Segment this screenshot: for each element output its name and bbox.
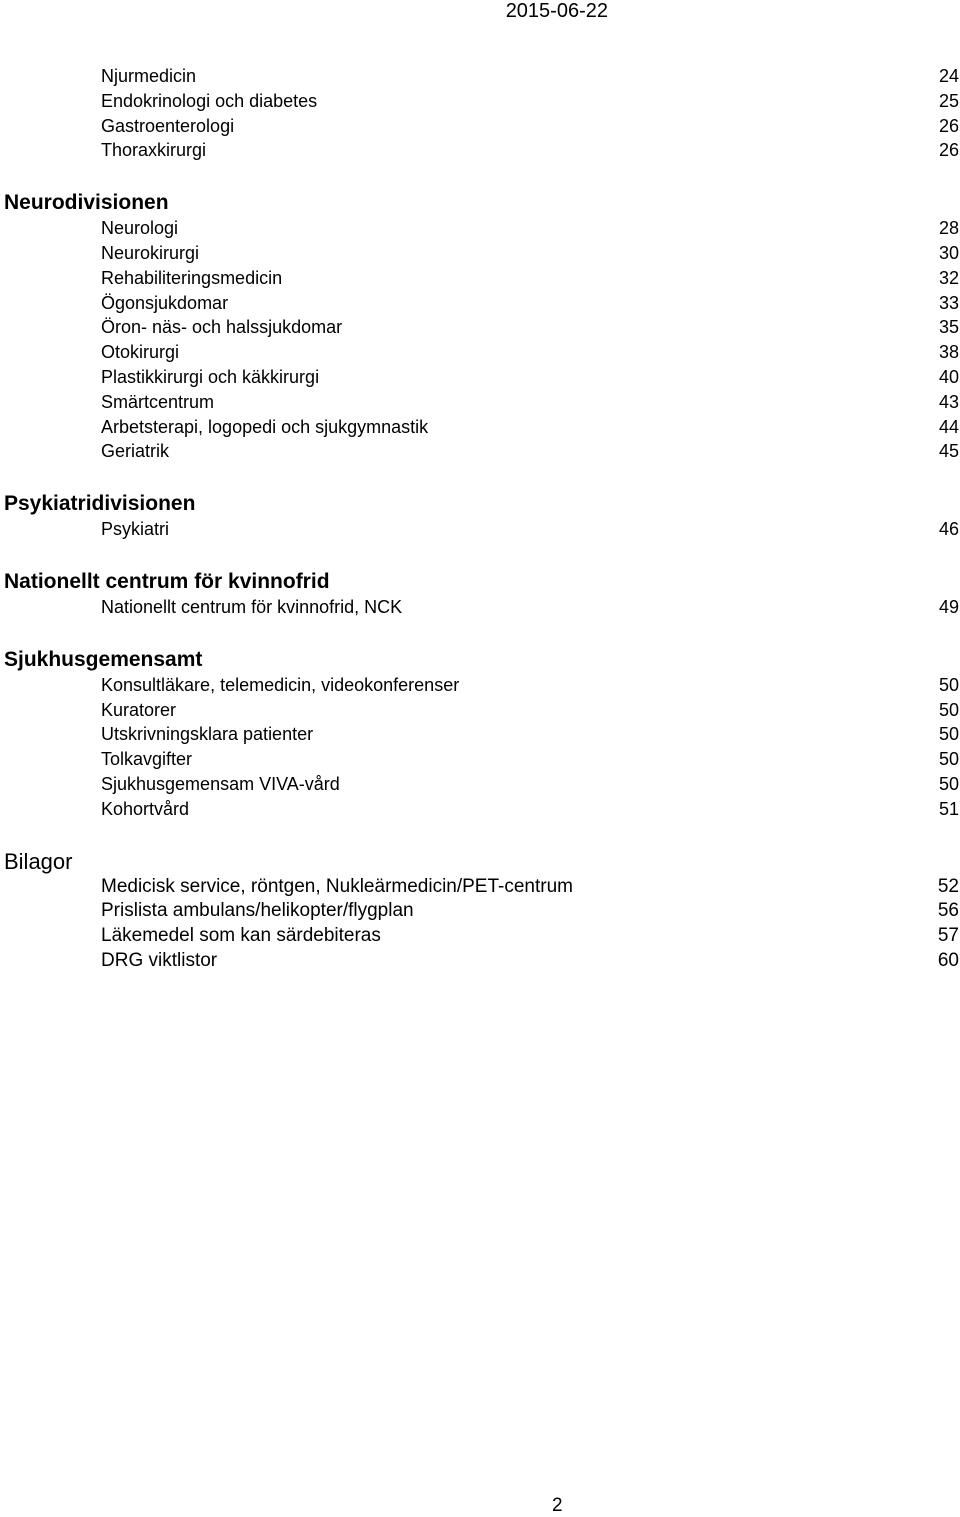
toc-entry-page: 56 (937, 900, 959, 922)
page-number: 2 (552, 1495, 563, 1516)
toc-entry-label: Rehabiliteringsmedicin (101, 267, 283, 288)
toc-entry-label: Kohortvård (101, 798, 190, 819)
toc-entry-label: Geriatrik (101, 441, 170, 462)
toc-entry-label: Ögonsjukdomar (101, 292, 229, 313)
toc-entry-page: 26 (938, 115, 959, 136)
toc-entry-label: Njurmedicin (101, 66, 197, 86)
toc-entry-page: 38 (938, 342, 959, 363)
toc-entry-label: Prislista ambulans/helikopter/flygplan (101, 900, 414, 922)
toc-entry-page: 57 (937, 925, 959, 947)
toc-entry[interactable] (0, 949, 960, 974)
section-heading: Neurodivisionen (4, 191, 169, 215)
toc-entry[interactable] (0, 138, 960, 163)
toc-entry-page: 30 (938, 242, 959, 263)
toc-entry-page: 50 (938, 724, 959, 745)
toc-entry[interactable] (0, 595, 960, 620)
toc-entry-label: Kuratorer (101, 699, 177, 720)
toc-entry-label: Endokrinologi och diabetes (101, 90, 318, 111)
toc-entry-label: Nationellt centrum för kvinnofrid, NCK (101, 596, 403, 617)
header-date: 2015-06-22 (505, 0, 608, 22)
toc-entry-label: Neurokirurgi (101, 242, 200, 263)
toc-entry-page: 43 (938, 391, 959, 412)
toc-entry-label: Arbetsterapi, logopedi och sjukgymnastik (101, 416, 429, 437)
toc-entry[interactable] (0, 340, 960, 365)
toc-entry[interactable] (0, 365, 960, 390)
toc-entry[interactable] (0, 64, 960, 89)
toc-entry[interactable] (0, 216, 960, 241)
toc-entry-label: Konsultläkare, telemedicin, videokonferenser (101, 674, 460, 695)
toc-entry[interactable] (0, 266, 960, 291)
toc-section (0, 189, 960, 464)
toc-entry-page: 50 (938, 749, 959, 770)
toc-entry-label: Otokirurgi (101, 342, 180, 363)
toc-entry[interactable] (0, 747, 960, 772)
toc-entry[interactable] (0, 772, 960, 797)
toc-section (0, 646, 960, 822)
section-heading: Nationellt centrum för kvinnofrid (4, 569, 330, 593)
toc-entry-label: Öron- näs- och halssjukdomar (101, 317, 343, 338)
toc-entry-page: 46 (938, 519, 959, 540)
toc-entry[interactable] (0, 673, 960, 698)
toc-entry-page: 40 (938, 366, 959, 387)
toc-entry-page: 50 (938, 773, 959, 794)
toc-entry-page: 52 (937, 875, 959, 897)
toc-entry-page: 45 (938, 441, 959, 462)
toc-entry-page: 50 (938, 674, 959, 695)
toc-entry[interactable] (0, 899, 960, 924)
toc-entry-page: 24 (938, 66, 959, 86)
table-of-contents (0, 64, 960, 974)
toc-entry[interactable] (0, 390, 960, 415)
section-heading: Bilagor (4, 848, 73, 874)
toc-entry-label: Gastroenterologi (101, 115, 235, 136)
toc-entry[interactable] (0, 291, 960, 316)
toc-entry-label: Plastikkirurgi och käkkirurgi (101, 366, 320, 387)
toc-entry[interactable] (0, 89, 960, 114)
toc-entry[interactable] (0, 875, 960, 900)
toc-entry-page: 49 (938, 596, 959, 617)
toc-entry-page: 32 (938, 267, 959, 288)
toc-entry-page: 60 (937, 949, 959, 971)
toc-entry-page: 26 (938, 140, 959, 161)
toc-entry-label: DRG viktlistor (101, 949, 218, 971)
toc-entry-page: 50 (938, 699, 959, 720)
toc-section (0, 490, 960, 542)
toc-entry-label: Tolkavgifter (101, 749, 193, 770)
toc-entry-page: 44 (938, 416, 959, 437)
toc-entry[interactable] (0, 439, 960, 464)
toc-entry[interactable] (0, 315, 960, 340)
toc-entry-label: Thoraxkirurgi (101, 140, 207, 161)
toc-entry[interactable] (0, 415, 960, 440)
toc-entry-page: 28 (938, 218, 959, 239)
toc-entry-label: Läkemedel som kan särdebiteras (101, 925, 381, 947)
toc-entry-page: 33 (938, 292, 959, 313)
toc-entry[interactable] (0, 722, 960, 747)
toc-entry-page: 35 (938, 317, 959, 338)
toc-section (0, 64, 960, 163)
toc-entry[interactable] (0, 114, 960, 139)
section-heading: Psykiatridivisionen (4, 492, 196, 516)
toc-section (0, 848, 960, 974)
toc-entry-page: 25 (938, 90, 959, 111)
toc-entry[interactable] (0, 797, 960, 822)
toc-entry-label: Neurologi (101, 218, 179, 239)
toc-entry[interactable] (0, 241, 960, 266)
toc-entry-label: Medicisk service, röntgen, Nukleärmedicin/PET-centrum (101, 875, 574, 897)
toc-entry-label: Utskrivningsklara patienter (101, 724, 314, 745)
toc-entry-label: Psykiatri (101, 519, 170, 540)
toc-entry[interactable] (0, 517, 960, 542)
toc-entry[interactable] (0, 924, 960, 949)
section-heading: Sjukhusgemensamt (4, 647, 203, 671)
toc-section (0, 568, 960, 620)
toc-entry[interactable] (0, 698, 960, 723)
toc-entry-label: Smärtcentrum (101, 391, 215, 412)
toc-entry-page: 51 (938, 798, 959, 819)
toc-entry-label: Sjukhusgemensam VIVA-vård (101, 773, 340, 794)
